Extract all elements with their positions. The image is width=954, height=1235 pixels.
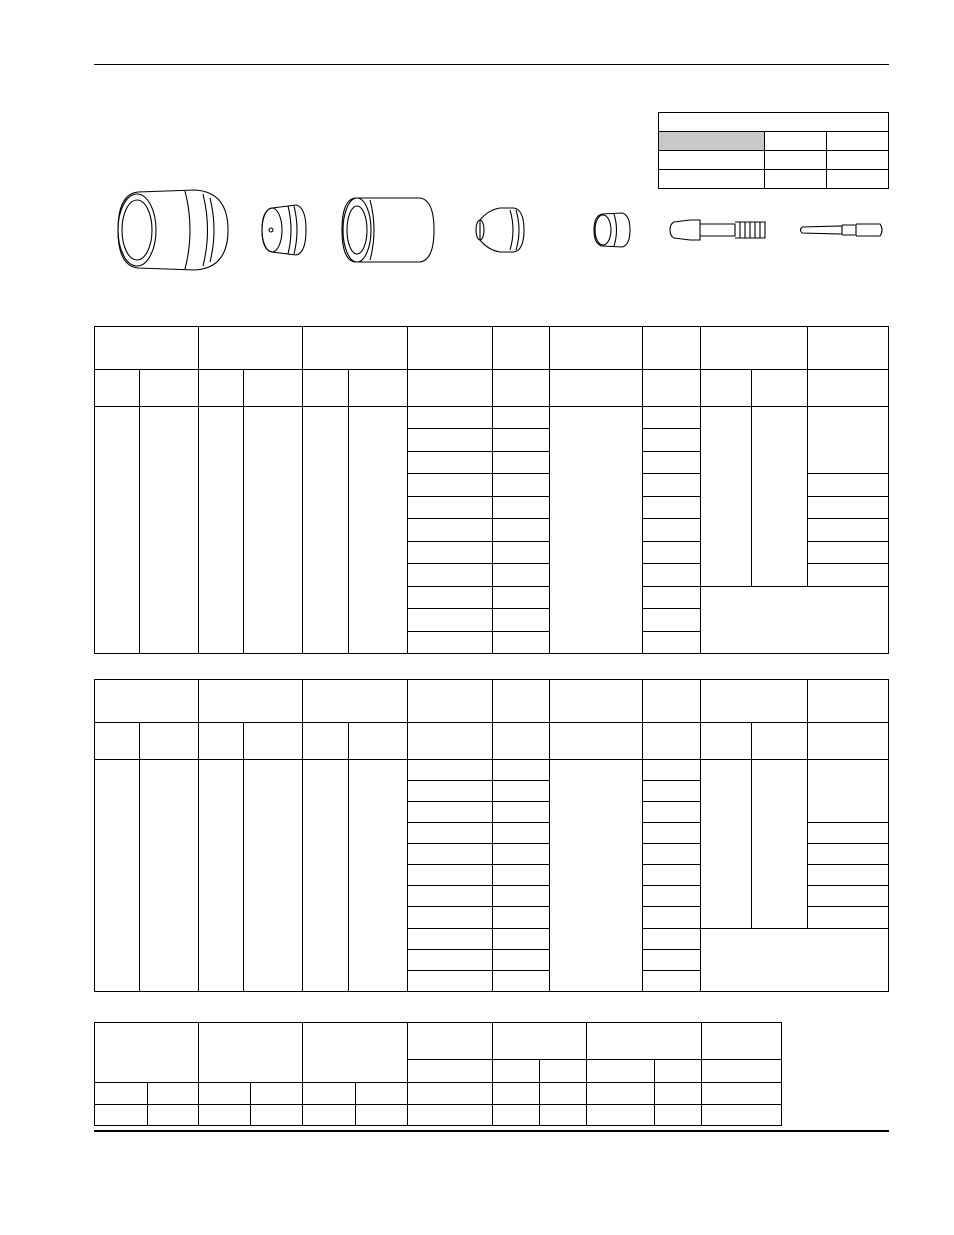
cut-chart-table-3 bbox=[94, 1022, 782, 1126]
top-rule bbox=[94, 64, 889, 65]
nozzle-icon bbox=[476, 208, 524, 252]
water-tube-icon bbox=[801, 224, 883, 236]
retaining-cap-icon bbox=[342, 198, 434, 262]
cut-chart-table-2 bbox=[94, 679, 889, 992]
legend-table bbox=[658, 112, 889, 189]
shield-icon bbox=[118, 190, 228, 270]
bottom-rule bbox=[94, 1130, 889, 1132]
cut-chart-table-1 bbox=[94, 326, 889, 654]
consumables-illustration bbox=[0, 180, 954, 290]
electrode-icon bbox=[670, 220, 765, 240]
shield-cap-icon bbox=[262, 205, 306, 255]
swirl-ring-icon bbox=[594, 213, 630, 247]
